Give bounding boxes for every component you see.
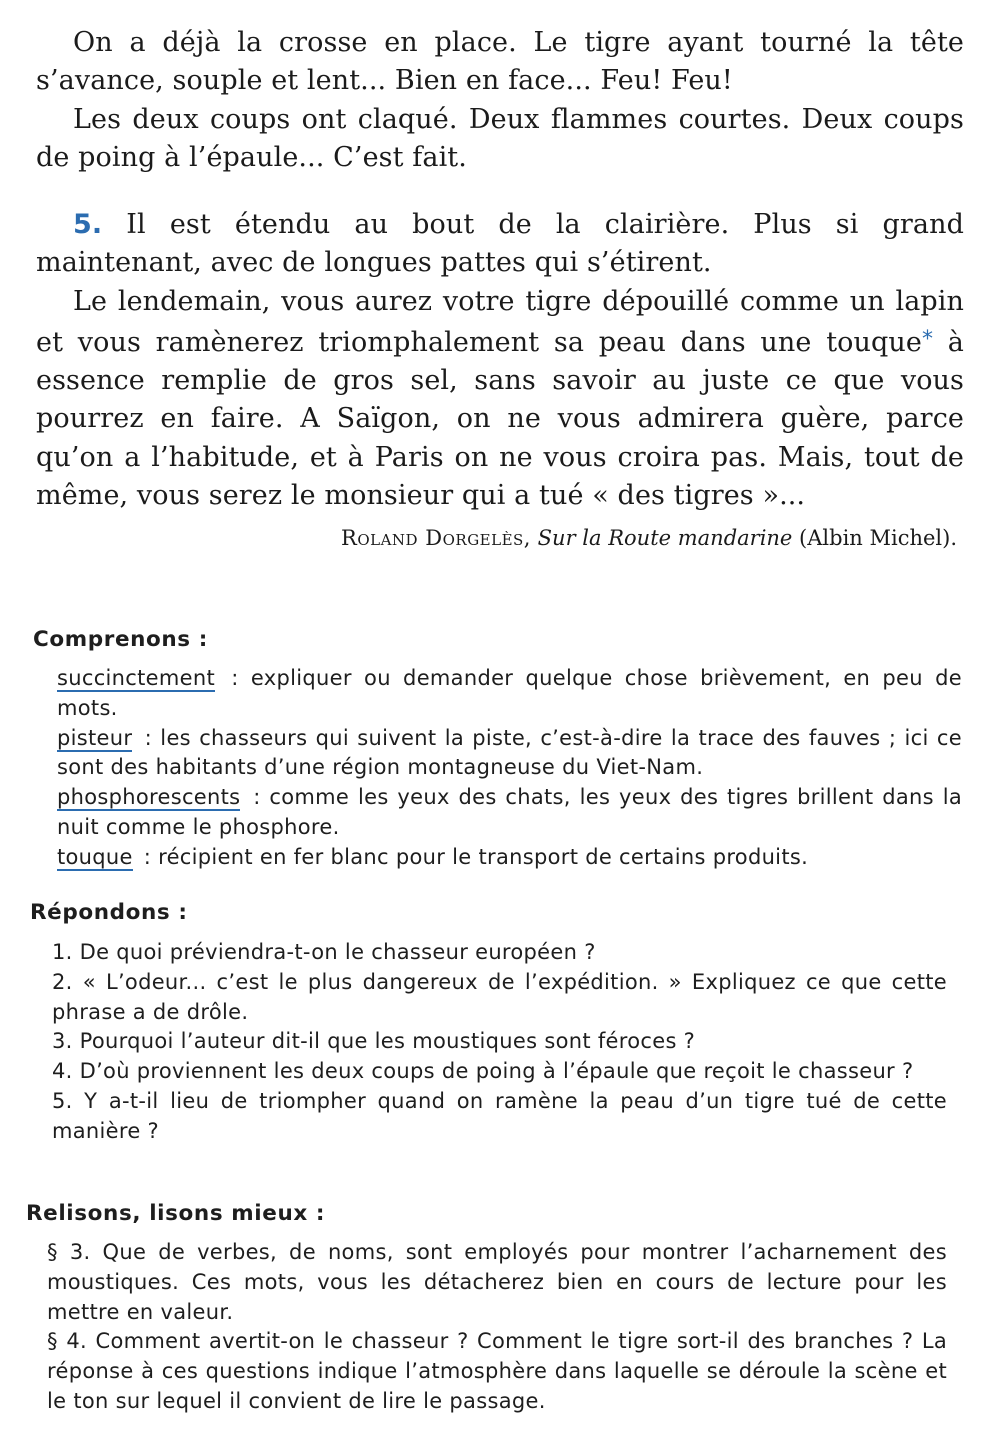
passage-paragraph-2: Les deux coups ont claqué. Deux flammes courtes. Deux coups de poing à l’épaule... C’est fait.: [36, 103, 964, 173]
section-number: 5.: [73, 209, 103, 240]
definition-item: [57, 724, 962, 784]
question-item: 3. Pourquoi l’auteur dit-il que les moustiques sont féroces ?: [52, 1029, 696, 1054]
citation: [341, 523, 957, 553]
questions-list: [52, 938, 947, 1147]
passage-paragraph-4b: à essence remplie de gros sel, sans savoir au juste ce que vous pourrez en faire. A Saïgon, on ne vous admirera guère, parce qu’on a l’habitude, et à Paris on ne vous croira pas. Mais, tout de même, vous serez le monsieur qui a tué « des tigres »...: [36, 326, 964, 512]
comprenons-heading: Comprenons :: [33, 627, 208, 652]
question-item: 2. « L’odeur... c’est le plus dangereux de l’expédition. » Expliquez ce que cette phrase a de drôle.: [52, 969, 947, 1024]
definition-term: pisteur: [57, 725, 133, 750]
passage-paragraph-4a: Le lendemain, vous aurez votre tigre dépouillé comme un lapin et vous ramènerez triomphalement sa peau dans une touque: [36, 285, 964, 358]
definition-text: : les chasseurs qui suivent la piste, c’est-à-dire la trace des fauves ; ici ce sont des habitants d’une région montagneuse du Viet-Nam.: [57, 725, 962, 780]
definition-text: : récipient en fer blanc pour le transport de certains produits.: [143, 844, 809, 869]
definition-item: [57, 664, 962, 724]
definition-item: [57, 843, 962, 873]
relisons-heading: Relisons, lisons mieux :: [26, 1201, 326, 1226]
footnote-star: *: [921, 326, 934, 352]
relisons-item: § 4. Comment avertit-on le chasseur ? Comment le tigre sort-il des branches ? La réponse à ces questions indique l’atmosphère dans laquelle se déroule la scène et le ton sur lequel il convient de lire le passage.: [47, 1329, 947, 1413]
passage-section-5: [36, 206, 964, 515]
relisons-item: § 3. Que de verbes, de noms, sont employés pour montrer l’acharnement des moustiques. Ces mots, vous les détacherez bien en cours de lecture pour les mettre en valeur.: [47, 1240, 947, 1324]
passage-paragraph-3: [36, 206, 964, 283]
citation-publisher: (Albin Michel).: [799, 526, 957, 550]
question-item: 4. D’où proviennent les deux coups de poing à l’épaule que reçoit le chasseur ?: [52, 1059, 914, 1084]
definition-text: : expliquer ou demander quelque chose brièvement, en peu de mots.: [57, 666, 962, 720]
definition-item: [57, 783, 962, 843]
definitions-list: [57, 664, 962, 873]
passage-paragraph-3-text: Il est étendu au bout de la clairière. Plus si grand maintenant, avec de longues pattes qui s’étirent.: [36, 209, 964, 279]
question-item: 5. Y a-t-il lieu de triompher quand on ramène la peau d’un tigre tué de cette manière ?: [52, 1088, 947, 1143]
passage-top: [36, 24, 964, 177]
passage-paragraph-1: On a déjà la crosse en place. Le tigre ayant tourné la tête s’avance, souple et lent... Bien en face... Feu! Feu!: [36, 27, 964, 97]
passage-paragraph-4: [36, 283, 964, 516]
repondons-heading: Répondons :: [30, 900, 188, 925]
citation-title: Sur la Route mandarine: [537, 526, 793, 550]
citation-author: Roland Dorgelès,: [341, 526, 531, 550]
definition-text: : comme les yeux des chats, les yeux des tigres brillent dans la nuit comme le phosphore.: [57, 785, 962, 839]
definition-term: phosphorescents: [57, 785, 241, 810]
relisons-list: [47, 1238, 947, 1417]
question-item: 1. De quoi préviendra-t-on le chasseur européen ?: [52, 940, 596, 964]
definition-term: touque: [57, 844, 133, 869]
definition-term: succinctement: [57, 666, 216, 690]
